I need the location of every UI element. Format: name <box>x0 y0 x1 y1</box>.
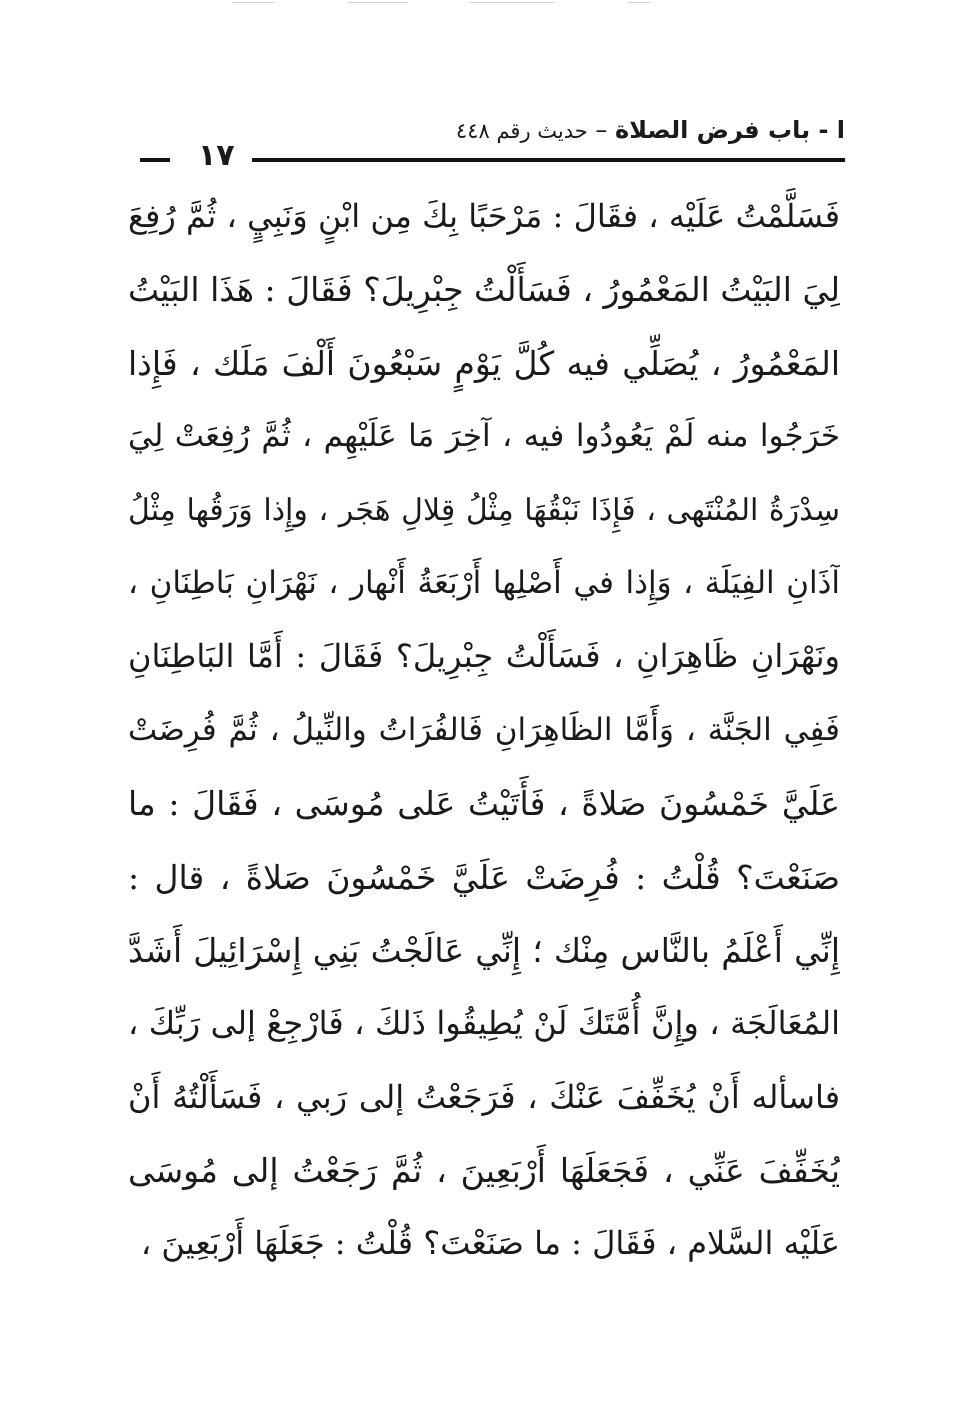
hadith-text <box>128 180 840 1281</box>
text-line: فَفِي الجَنَّة ، وَأَمَّا الظَاهِرَانِ فَالفُرَاتُ والنِّيلُ ، ثُمَّ فُرِضَتْ <box>128 711 840 748</box>
text-line: آذَانِ الفِيَلَة ، وَإِذا في أَصْلِها أَرْبَعَةُ أَنْهار ، نَهْرَانِ بَاطِنَانِ ، <box>128 564 840 601</box>
text-line: عَلَيْه السَّلام ، فَقَالَ : ما صَنَعْتَ؟ قُلْتُ : جَعَلَهَا أَرْبَعِينَ ، <box>140 1224 840 1263</box>
header-title <box>456 110 845 151</box>
header-rule <box>252 158 845 162</box>
hadith-label: حديث رقم ٤٤٨ <box>455 119 588 143</box>
text-line: المُعَالَجَة ، وإِنَّ أُمَّتَكَ لَنْ يُطِيقُوا ذَلكَ ، فَارْجِعْ إلى رَبِّكَ ، <box>128 1004 840 1043</box>
text-line: عَلَيَّ خَمْسُونَ صَلاةً ، فَأَتَيْتُ عَلى مُوسَى ، فَقَالَ : ما <box>128 784 840 824</box>
scan-mark <box>348 2 408 3</box>
running-header <box>140 110 845 173</box>
text-line: إِنِّي أَعْلَمُ بالنَّاس مِنْك ؛ إِنِّي عَالَجْتُ بَنِي إِسْرَائِيلَ أَشَدَّ <box>128 930 840 970</box>
header-rule-short <box>140 158 170 162</box>
header-separator: – <box>595 116 608 144</box>
text-line: يُخَفِّفَ عَنِّي ، فَجَعَلَهَا أَرْبَعِينَ ، ثُمَّ رَجَعْتُ إلى مُوسَى <box>128 1151 840 1191</box>
chapter-title: ا - باب فرض الصلاة <box>615 116 845 144</box>
text-line: صَنَعْتَ؟ قُلْتُ : فُرِضَتْ عَلَيَّ خَمْسُونَ صَلاةً ، قال : <box>128 857 840 897</box>
text-line: فاسأله أَنْ يُخَفِّفَ عَنْكَ ، فَرَجَعْتُ إلى رَبي ، فَسَأَلْتُهُ أَنْ <box>128 1077 840 1116</box>
text-line: لِيَ البَيْتُ المَعْمُورُ ، فَسَأَلْتُ جِبْرِيلَ؟ فَقَالَ : هَذَا البَيْتُ <box>128 270 840 310</box>
text-line: ونَهْرَانِ ظَاهِرَانِ ، فَسَأَلْتُ جِبْرِيلَ؟ فَقَالَ : أَمَّا البَاطِنَانِ <box>128 637 840 676</box>
scan-mark <box>628 2 650 3</box>
scan-mark <box>232 2 274 3</box>
text-line: سِدْرَةُ المُنْتَهى ، فَإِذَا نَبْقُهَا مِثْلُ قِلالِ هَجَر ، وإِذا وَرَقُها مِثْلُ <box>128 492 840 528</box>
text-line: فَسَلَّمْتُ عَلَيْه ، فقَالَ : مَرْحَبًا بِكَ مِن ابْنٍ وَنَبِيٍ ، ثُمَّ رُفِعَ <box>128 197 840 235</box>
scan-mark <box>470 2 554 3</box>
text-line: خَرَجُوا منه لَمْ يَعُودُوا فيه ، آخِرَ مَا عَلَيْهِم ، ثُمَّ رُفِعَتْ لِيَ <box>128 418 840 455</box>
page-number: ١٧ <box>198 138 235 173</box>
text-line: المَعْمُورُ ، يُصَلِّي فيه كُلَّ يَوْمٍ سَبْعُونَ أَلْفَ مَلَك ، فَإِذا <box>128 343 840 383</box>
